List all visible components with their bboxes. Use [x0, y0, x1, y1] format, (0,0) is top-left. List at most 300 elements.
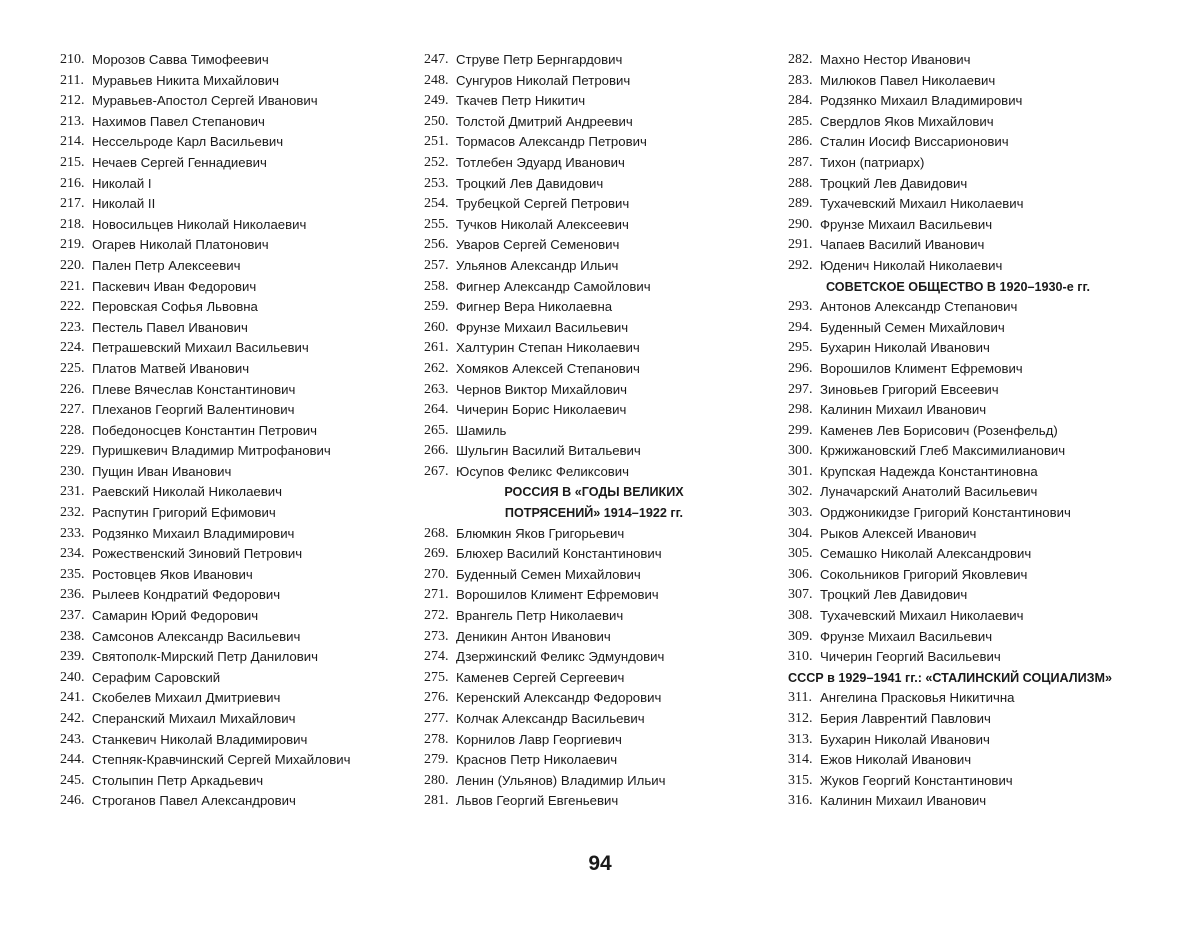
item-number: 306.: [788, 566, 813, 582]
person-name: Керенский Александр Федорович: [456, 690, 662, 706]
item-number: 262.: [424, 360, 449, 376]
person-name: Крупская Надежда Константиновна: [820, 463, 1038, 479]
person-name: Рожественский Зиновий Петрович: [92, 546, 303, 562]
list-item: [60, 112, 405, 133]
list-item: [60, 730, 405, 751]
person-name: Тихон (патриарх): [820, 154, 925, 170]
list-item: [424, 524, 764, 545]
list-item: [60, 482, 405, 503]
list-item: [788, 606, 1128, 627]
item-number: 219.: [60, 237, 85, 253]
person-name: Родзянко Михаил Владимирович: [92, 525, 295, 541]
item-number: 234.: [60, 546, 85, 562]
person-name: Серафим Саровский: [92, 669, 221, 685]
list-item: [788, 380, 1128, 401]
item-number: 223.: [60, 319, 85, 335]
person-name: Чапаев Василий Иванович: [820, 237, 985, 253]
person-name: Ткачев Петр Никитич: [456, 93, 586, 109]
list-item: [424, 606, 764, 627]
list-item: [60, 91, 405, 112]
list-item: [788, 544, 1128, 565]
item-number: 308.: [788, 608, 813, 624]
list-item: [788, 132, 1128, 153]
item-number: 250.: [424, 113, 449, 129]
item-number: 310.: [788, 649, 813, 665]
person-name: Самсонов Александр Васильевич: [92, 628, 301, 644]
list-item: [60, 400, 405, 421]
person-name: Ульянов Александр Ильич: [456, 257, 619, 273]
item-number: 284.: [788, 93, 813, 109]
list-item: [424, 215, 764, 236]
list-item: [788, 153, 1128, 174]
person-name: Халтурин Степан Николаевич: [456, 340, 640, 356]
list-item: [788, 565, 1128, 586]
person-name: Николай II: [92, 196, 156, 212]
person-name: Новосильцев Николай Николаевич: [92, 216, 307, 232]
list-item: [60, 750, 405, 771]
person-name: Нессельроде Карл Васильевич: [92, 134, 284, 150]
item-number: 285.: [788, 113, 813, 129]
list-item: [424, 235, 764, 256]
list-item: [60, 380, 405, 401]
section-heading: СССР в 1929–1941 гг.: «СТАЛИНСКИЙ СОЦИАЛИЗМ»: [788, 670, 1113, 685]
item-number: 270.: [424, 566, 449, 582]
person-name: Плеве Вячеслав Константинович: [92, 381, 296, 397]
list-item: [60, 441, 405, 462]
person-name: Зиновьев Григорий Евсеевич: [820, 381, 999, 397]
item-number: 230.: [60, 463, 85, 479]
item-number: 263.: [424, 381, 449, 397]
section-heading: РОССИЯ В «ГОДЫ ВЕЛИКИХ: [504, 485, 684, 500]
person-name: Тухачевский Михаил Николаевич: [820, 608, 1024, 624]
item-number: 309.: [788, 628, 813, 644]
list-item: [424, 791, 764, 812]
item-number: 225.: [60, 360, 85, 376]
list-item: [424, 91, 764, 112]
list-item: [788, 174, 1128, 195]
item-number: 228.: [60, 422, 85, 438]
list-item: [424, 132, 764, 153]
list-item: [424, 647, 764, 668]
section-heading: ПОТРЯСЕНИЙ» 1914–1922 гг.: [504, 506, 684, 521]
person-name: Калинин Михаил Иванович: [820, 402, 987, 418]
person-name: Семашко Николай Александрович: [820, 546, 1032, 562]
item-number: 220.: [60, 257, 85, 273]
list-item: [424, 112, 764, 133]
list-item: [788, 627, 1128, 648]
list-item: [424, 668, 764, 689]
list-item: [424, 709, 764, 730]
list-item: [788, 441, 1128, 462]
person-name: Степняк-Кравчинский Сергей Михайлович: [92, 752, 351, 768]
person-name: Ростовцев Яков Иванович: [92, 566, 253, 582]
item-number: 269.: [424, 546, 449, 562]
item-number: 210.: [60, 52, 85, 67]
list-item: [424, 544, 764, 565]
list-item: [788, 791, 1128, 812]
list-item: [60, 462, 405, 483]
item-number: 299.: [788, 422, 813, 438]
person-name: Дзержинский Феликс Эдмундович: [456, 649, 665, 665]
person-name: Сунгуров Николай Петрович: [456, 72, 631, 88]
person-name: Фрунзе Михаил Васильевич: [820, 216, 993, 232]
person-name: Платов Матвей Иванович: [92, 360, 250, 376]
list-item: [424, 338, 764, 359]
list-item: [788, 359, 1128, 380]
list-item: [424, 50, 764, 71]
column-3: [788, 50, 1128, 812]
list-item: [788, 297, 1128, 318]
item-number: 264.: [424, 402, 449, 418]
person-name: Колчак Александр Васильевич: [456, 711, 645, 726]
person-name: Фрунзе Михаил Васильевич: [456, 319, 629, 335]
item-number: 287.: [788, 154, 813, 170]
person-name: Тухачевский Михаил Николаевич: [820, 196, 1024, 212]
person-name: Милюков Павел Николаевич: [820, 72, 996, 88]
item-number: 305.: [788, 546, 813, 562]
person-name: Юсупов Феликс Феликсович: [456, 463, 630, 479]
list-item: [424, 771, 764, 792]
person-name: Махно Нестор Иванович: [820, 52, 971, 67]
person-name: Раевский Николай Николаевич: [92, 484, 283, 500]
item-number: 283.: [788, 72, 813, 88]
list-item: [788, 421, 1128, 442]
column-2: [424, 50, 764, 812]
item-number: 273.: [424, 628, 449, 644]
person-name: Паскевич Иван Федорович: [92, 278, 257, 294]
list-item: [424, 318, 764, 339]
person-name: Ангелина Прасковья Никитична: [820, 690, 1015, 706]
list-item: [424, 400, 764, 421]
list-item: [60, 71, 405, 92]
list-item: [60, 791, 405, 812]
person-name: Орджоникидзе Григорий Константинович: [820, 505, 1071, 521]
item-number: 267.: [424, 463, 449, 479]
person-name: Ленин (Ульянов) Владимир Ильич: [456, 772, 666, 788]
item-number: 281.: [424, 793, 449, 809]
item-number: 238.: [60, 628, 85, 644]
item-number: 307.: [788, 587, 813, 603]
item-number: 313.: [788, 731, 813, 747]
list-item: [60, 235, 405, 256]
item-number: 236.: [60, 587, 85, 603]
item-number: 291.: [788, 237, 813, 253]
person-name: Деникин Антон Иванович: [456, 628, 611, 644]
item-number: 246.: [60, 793, 85, 809]
person-name: Хомяков Алексей Степанович: [456, 360, 640, 376]
item-number: 295.: [788, 340, 813, 356]
item-number: 271.: [424, 587, 449, 603]
person-name: Блюмкин Яков Григорьевич: [456, 525, 625, 541]
item-number: 241.: [60, 690, 85, 706]
item-number: 266.: [424, 443, 449, 459]
item-number: 316.: [788, 793, 813, 809]
list-item: [60, 503, 405, 524]
item-number: 212.: [60, 93, 85, 109]
item-number: 218.: [60, 216, 85, 232]
list-item: [788, 709, 1128, 730]
item-number: 249.: [424, 93, 449, 109]
item-number: 215.: [60, 154, 85, 170]
person-name: Калинин Михаил Иванович: [820, 793, 987, 809]
person-name: Буденный Семен Михайлович: [820, 319, 1005, 335]
person-name: Победоносцев Константин Петрович: [92, 422, 317, 438]
list-item: [788, 256, 1128, 277]
item-number: 312.: [788, 711, 813, 726]
list-item: [424, 153, 764, 174]
list-item: [60, 585, 405, 606]
list-item: [60, 174, 405, 195]
person-name: Толстой Дмитрий Андреевич: [456, 113, 633, 129]
item-number: 222.: [60, 299, 85, 315]
column-1: [60, 50, 405, 812]
list-item: [60, 771, 405, 792]
list-item: [60, 132, 405, 153]
person-name: Шульгин Василий Витальевич: [456, 443, 641, 459]
person-name: Святополк-Мирский Петр Данилович: [92, 649, 318, 665]
person-name: Свердлов Яков Михайлович: [820, 113, 994, 129]
item-number: 221.: [60, 278, 85, 294]
item-number: 288.: [788, 175, 813, 191]
person-name: Пуришкевич Владимир Митрофанович: [92, 443, 331, 459]
person-name: Бухарин Николай Иванович: [820, 340, 990, 356]
list-item: [60, 215, 405, 236]
section-heading: СОВЕТСКОЕ ОБЩЕСТВО В 1920–1930-е гг.: [826, 279, 1090, 294]
person-name: Блюхер Василий Константинович: [456, 546, 662, 562]
person-name: Чернов Виктор Михайлович: [456, 381, 627, 397]
list-item: [60, 421, 405, 442]
item-number: 214.: [60, 134, 85, 150]
item-number: 272.: [424, 608, 449, 624]
person-name: Львов Георгий Евгеньевич: [456, 793, 619, 809]
item-number: 293.: [788, 299, 813, 315]
person-name: Ежов Николай Иванович: [820, 752, 972, 768]
person-name: Струве Петр Бернгардович: [456, 52, 623, 67]
person-name: Сперанский Михаил Михайлович: [92, 711, 296, 726]
list-item: [788, 194, 1128, 215]
list-item: [788, 688, 1128, 709]
item-number: 302.: [788, 484, 813, 500]
person-name: Ворошилов Климент Ефремович: [456, 587, 659, 603]
item-number: 265.: [424, 422, 449, 438]
person-name: Фигнер Вера Николаевна: [456, 299, 613, 315]
list-item: [60, 256, 405, 277]
list-item: [788, 215, 1128, 236]
person-name: Юденич Николай Николаевич: [820, 257, 1003, 273]
item-number: 252.: [424, 154, 449, 170]
list-item: [788, 71, 1128, 92]
list-item: [788, 338, 1128, 359]
list-item: [788, 318, 1128, 339]
item-number: 217.: [60, 196, 85, 212]
item-number: 278.: [424, 731, 449, 747]
list-item: [60, 647, 405, 668]
person-name: Тотлебен Эдуард Иванович: [456, 154, 625, 170]
person-name: Плеханов Георгий Валентинович: [92, 402, 295, 418]
item-number: 253.: [424, 175, 449, 191]
person-name: Каменев Сергей Сергеевич: [456, 669, 625, 685]
item-number: 224.: [60, 340, 85, 356]
item-number: 232.: [60, 505, 85, 521]
person-name: Фрунзе Михаил Васильевич: [820, 628, 993, 644]
item-number: 260.: [424, 319, 449, 335]
list-item: [424, 421, 764, 442]
list-item: [60, 297, 405, 318]
person-name: Берия Лаврентий Павлович: [820, 711, 991, 726]
list-item: [424, 627, 764, 648]
item-number: 237.: [60, 608, 85, 624]
item-number: 280.: [424, 772, 449, 788]
person-name: Распутин Григорий Ефимович: [92, 505, 276, 521]
list-item: [788, 750, 1128, 771]
item-number: 227.: [60, 402, 85, 418]
person-name: Родзянко Михаил Владимирович: [820, 93, 1023, 109]
item-number: 255.: [424, 216, 449, 232]
item-number: 245.: [60, 772, 85, 788]
item-number: 229.: [60, 443, 85, 459]
list-item: [60, 524, 405, 545]
item-number: 296.: [788, 360, 813, 376]
list-item: [788, 503, 1128, 524]
person-name: Скобелев Михаил Дмитриевич: [92, 690, 281, 706]
person-name: Троцкий Лев Давидович: [820, 587, 968, 603]
item-number: 297.: [788, 381, 813, 397]
list-item: [424, 565, 764, 586]
list-item: [788, 112, 1128, 133]
item-number: 243.: [60, 731, 85, 747]
person-name: Сталин Иосиф Виссарионович: [820, 134, 1009, 150]
person-name: Буденный Семен Михайлович: [456, 566, 641, 582]
item-number: 301.: [788, 463, 813, 479]
list-item: [788, 400, 1128, 421]
person-name: Рыков Алексей Иванович: [820, 525, 977, 541]
person-name: Пален Петр Алексеевич: [92, 257, 241, 273]
item-number: 289.: [788, 196, 813, 212]
person-name: Шамиль: [456, 422, 507, 438]
person-name: Пущин Иван Иванович: [92, 463, 232, 479]
list-item: [60, 565, 405, 586]
item-number: 315.: [788, 772, 813, 788]
list-item: [788, 482, 1128, 503]
list-item: [60, 668, 405, 689]
list-item: [60, 50, 405, 71]
list-item: [424, 194, 764, 215]
person-name: Антонов Александр Степанович: [820, 299, 1018, 315]
person-name: Самарин Юрий Федорович: [92, 608, 259, 624]
person-name: Каменев Лев Борисович (Розенфельд): [820, 422, 1058, 438]
list-item: [60, 606, 405, 627]
person-name: Трубецкой Сергей Петрович: [456, 196, 630, 212]
list-item: [60, 627, 405, 648]
person-name: Кржижановский Глеб Максимилианович: [820, 443, 1066, 459]
list-item: [424, 359, 764, 380]
item-number: 239.: [60, 649, 85, 665]
person-name: Нахимов Павел Степанович: [92, 113, 265, 129]
item-number: 292.: [788, 257, 813, 273]
list-item: [788, 730, 1128, 751]
person-name: Ворошилов Климент Ефремович: [820, 360, 1023, 376]
item-number: 298.: [788, 402, 813, 418]
person-name: Перовская Софья Львовна: [92, 299, 258, 315]
person-name: Николай I: [92, 175, 152, 191]
list-item: [424, 71, 764, 92]
list-item: [60, 544, 405, 565]
list-item: [60, 318, 405, 339]
person-name: Фигнер Александр Самойлович: [456, 278, 651, 294]
person-name: Петрашевский Михаил Васильевич: [92, 340, 309, 356]
list-item: [424, 750, 764, 771]
item-number: 275.: [424, 669, 449, 685]
item-number: 235.: [60, 566, 85, 582]
person-name: Рылеев Кондратий Федорович: [92, 587, 281, 603]
person-name: Троцкий Лев Давидович: [820, 175, 968, 191]
list-item: [424, 730, 764, 751]
person-name: Морозов Савва Тимофеевич: [92, 52, 269, 67]
list-item: [424, 688, 764, 709]
person-name: Пестель Павел Иванович: [92, 319, 248, 335]
list-item: [788, 524, 1128, 545]
list-item: [788, 50, 1128, 71]
item-number: 242.: [60, 711, 85, 726]
person-name: Столыпин Петр Аркадьевич: [92, 772, 264, 788]
list-item: [60, 194, 405, 215]
list-item: [60, 153, 405, 174]
item-number: 258.: [424, 278, 449, 294]
item-number: 231.: [60, 484, 85, 500]
item-number: 257.: [424, 257, 449, 273]
person-name: Муравьев Никита Михайлович: [92, 72, 279, 88]
list-item: [424, 380, 764, 401]
item-number: 276.: [424, 690, 449, 706]
page-number: 94: [588, 852, 612, 875]
person-name: Сокольников Григорий Яковлевич: [820, 566, 1028, 582]
item-number: 216.: [60, 175, 85, 191]
item-number: 211.: [60, 72, 84, 88]
list-item: [60, 709, 405, 730]
item-number: 277.: [424, 711, 449, 726]
person-name: Жуков Георгий Константинович: [820, 772, 1013, 788]
item-number: 294.: [788, 319, 813, 335]
item-number: 261.: [424, 340, 449, 356]
list-item: [424, 297, 764, 318]
list-item: [788, 91, 1128, 112]
list-item: [788, 462, 1128, 483]
item-number: 233.: [60, 525, 85, 541]
person-name: Муравьев-Апостол Сергей Иванович: [92, 93, 318, 109]
person-name: Краснов Петр Николаевич: [456, 752, 618, 768]
list-item: [424, 277, 764, 298]
item-number: 290.: [788, 216, 813, 232]
item-number: 244.: [60, 752, 85, 768]
person-name: Луначарский Анатолий Васильевич: [820, 484, 1038, 500]
list-item: [60, 688, 405, 709]
list-item: [424, 441, 764, 462]
item-number: 314.: [788, 752, 813, 768]
list-item: [424, 256, 764, 277]
item-number: 303.: [788, 505, 813, 521]
person-name: Огарев Николай Платонович: [92, 237, 269, 253]
person-name: Уваров Сергей Семенович: [456, 237, 620, 253]
item-number: 300.: [788, 443, 813, 459]
item-number: 248.: [424, 72, 449, 88]
list-item: [60, 277, 405, 298]
person-name: Троцкий Лев Давидович: [456, 175, 604, 191]
person-name: Чичерин Борис Николаевич: [456, 402, 627, 418]
list-item: [424, 174, 764, 195]
person-name: Бухарин Николай Иванович: [820, 731, 990, 747]
item-number: 240.: [60, 669, 85, 685]
person-name: Нечаев Сергей Геннадиевич: [92, 154, 267, 170]
